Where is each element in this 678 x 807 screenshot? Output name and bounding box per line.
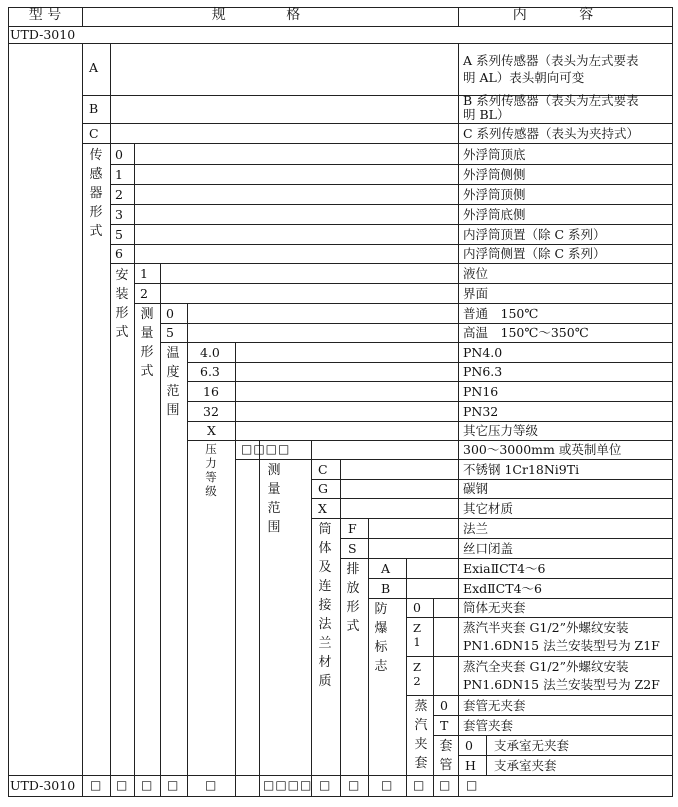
rule [160,263,161,796]
option-desc: 其它材质 [463,501,514,516]
option-code: 16 [203,384,219,399]
option-code: 6.3 [200,364,220,379]
code-box: □ [90,778,102,792]
rule [486,735,487,775]
option-desc: 外浮筒顶底 [463,147,526,162]
range-boxes: □□□□ [263,778,313,792]
rule [110,204,672,205]
option-code: G [318,481,328,496]
group-label-body-material: 筒体及连接法兰材质 [318,522,332,689]
group-label-steam-jacket: 蒸汽夹套 [414,699,428,771]
rule-right [672,7,673,797]
rule [458,755,672,756]
code-box: □ [167,778,179,792]
series-code: B [89,101,99,116]
option-desc: 丝口闭盖 [463,541,514,556]
group-label-install-form: 安装形式 [115,268,129,340]
rule [235,459,672,460]
option-desc: 外浮筒顶侧 [463,187,526,202]
option-code: 0 [115,147,123,162]
rule [406,617,672,618]
rule [134,303,672,304]
option-desc: ExdⅡCT4～6 [463,581,542,596]
series-code: A [89,60,99,75]
rule-left [8,7,9,797]
rule [311,479,672,480]
rule-bottom [8,796,672,797]
option-code: S [348,541,357,556]
rule [134,283,672,284]
option-desc: 高温 150℃～350℃ [463,325,589,340]
rule [82,43,83,796]
rule [433,598,434,796]
option-desc: 内浮筒侧置（除 C 系列） [463,246,606,261]
option-code: 2 [140,286,148,301]
rule [8,43,672,44]
option-code: 6 [115,246,123,261]
rule [259,440,260,796]
rule [406,558,407,796]
rule [82,123,672,124]
series-desc: B 系列传感器（表头为左式要表 [463,93,639,108]
code-box: □ [466,778,478,792]
range-boxes: □□□□ [241,442,291,456]
option-desc: 筒体无夹套 [463,600,526,615]
option-desc: 液位 [463,266,489,281]
option-desc: PN32 [463,404,499,419]
option-desc: PN6.3 [463,364,503,379]
rule [235,342,236,796]
option-desc: 外浮筒侧侧 [463,167,526,182]
option-desc: 300～3000mm 或英制单位 [463,442,622,457]
rule [368,518,369,796]
code-box: □ [205,778,217,792]
rule [110,184,672,185]
code-box: □ [348,778,360,792]
option-desc: 外浮筒底侧 [463,207,526,222]
rule [433,735,672,736]
option-desc: 不锈钢 1Cr18Ni9Ti [463,462,580,477]
rule [187,421,672,422]
option-code: Z2 [413,660,421,688]
rule [110,224,672,225]
option-code: 32 [203,404,219,419]
series-desc: 明 AL）表头朝向可变 [463,70,585,85]
series-desc: C 系列传感器（表头为夹持式） [463,126,640,141]
code-box: □ [319,778,331,792]
option-code: 1 [140,266,148,281]
option-code: 5 [166,325,174,340]
series-code: C [89,126,99,141]
rule [110,263,672,264]
group-label-explosion-mark: 防爆标志 [374,602,388,674]
option-code: 0 [465,738,473,753]
option-code: 0 [413,600,421,615]
rule [368,578,672,579]
rule [340,538,672,539]
option-desc: PN1.6DN15 法兰安装型号为 Z1F [463,638,660,653]
code-box: □ [141,778,153,792]
header-content: 内 容 [512,7,618,23]
footer-model: UTD-3010 [10,778,76,793]
option-desc: ExiaⅡCT4～6 [463,561,546,576]
code-box: □ [381,778,393,792]
option-desc: PN4.0 [463,345,503,360]
code-box: □ [116,778,128,792]
group-label-measure-range: 测量范围 [267,463,281,535]
rule [110,43,111,796]
rule [458,695,459,796]
option-code: A [381,561,391,576]
rule [160,342,672,343]
option-code: 0 [166,306,174,321]
option-desc: 内浮筒顶置（除 C 系列） [463,227,606,242]
group-label-drain-form: 排放形式 [346,562,360,634]
option-desc: 其它压力等级 [463,423,539,438]
option-code: X [318,501,327,516]
option-desc: 法兰 [463,521,489,536]
option-code: C [318,462,328,477]
rule [406,695,672,696]
group-label-temp-range: 温度范围 [166,346,180,418]
rule [433,715,672,716]
option-code: H [465,758,476,773]
rule [187,381,672,382]
rule [8,26,672,27]
option-desc: 界面 [463,286,489,301]
option-code: 5 [115,227,123,242]
rule [187,362,672,363]
rule [82,143,672,144]
group-label-pressure-grade: 压力等级 [205,442,217,498]
option-code: 1 [115,167,123,182]
rule [406,656,672,657]
option-code: F [348,521,357,536]
option-desc: 蒸汽半夹套 G1/2”外螺纹安装 [463,620,629,635]
option-desc: 套管无夹套 [463,698,526,713]
series-desc: A 系列传感器（表头为左式要表 [463,53,639,68]
rule [340,558,672,559]
header-model: 型 号 [28,7,62,23]
code-box: □ [413,778,425,792]
option-desc: 普通 150℃ [463,306,539,321]
code-box: □ [439,778,451,792]
option-code: Z1 [413,621,421,649]
rule [311,440,312,796]
option-desc: 套管夹套 [463,718,514,733]
option-code: 3 [115,207,123,222]
option-desc: 支承室无夹套 [494,738,570,753]
rule [311,498,672,499]
group-label-sensor-form: 传感器形式 [89,148,103,239]
option-code: 4.0 [200,345,220,360]
group-label-measure-form: 测量形式 [140,307,154,379]
rule [187,401,672,402]
option-desc: PN1.6DN15 法兰安装型号为 Z2F [463,677,660,692]
option-desc: 碳钢 [463,481,489,496]
model-code: UTD-3010 [10,27,76,42]
rule [160,323,672,324]
option-desc: 蒸汽全夹套 G1/2”外螺纹安装 [463,659,629,674]
option-code: T [440,718,449,733]
rule [458,43,459,796]
option-code: B [381,581,391,596]
rule [110,164,672,165]
rule [311,518,672,519]
header-spec: 规 格 [211,7,329,23]
rule [340,459,341,796]
option-code: X [207,423,216,438]
series-desc: 明 BL） [463,107,510,122]
option-code: 0 [440,698,448,713]
group-label-sleeve: 套管 [439,739,453,773]
rule [134,143,135,796]
option-desc: PN16 [463,384,499,399]
option-desc: 支承室夹套 [494,758,557,773]
option-code: 2 [115,187,123,202]
rule [187,303,188,796]
